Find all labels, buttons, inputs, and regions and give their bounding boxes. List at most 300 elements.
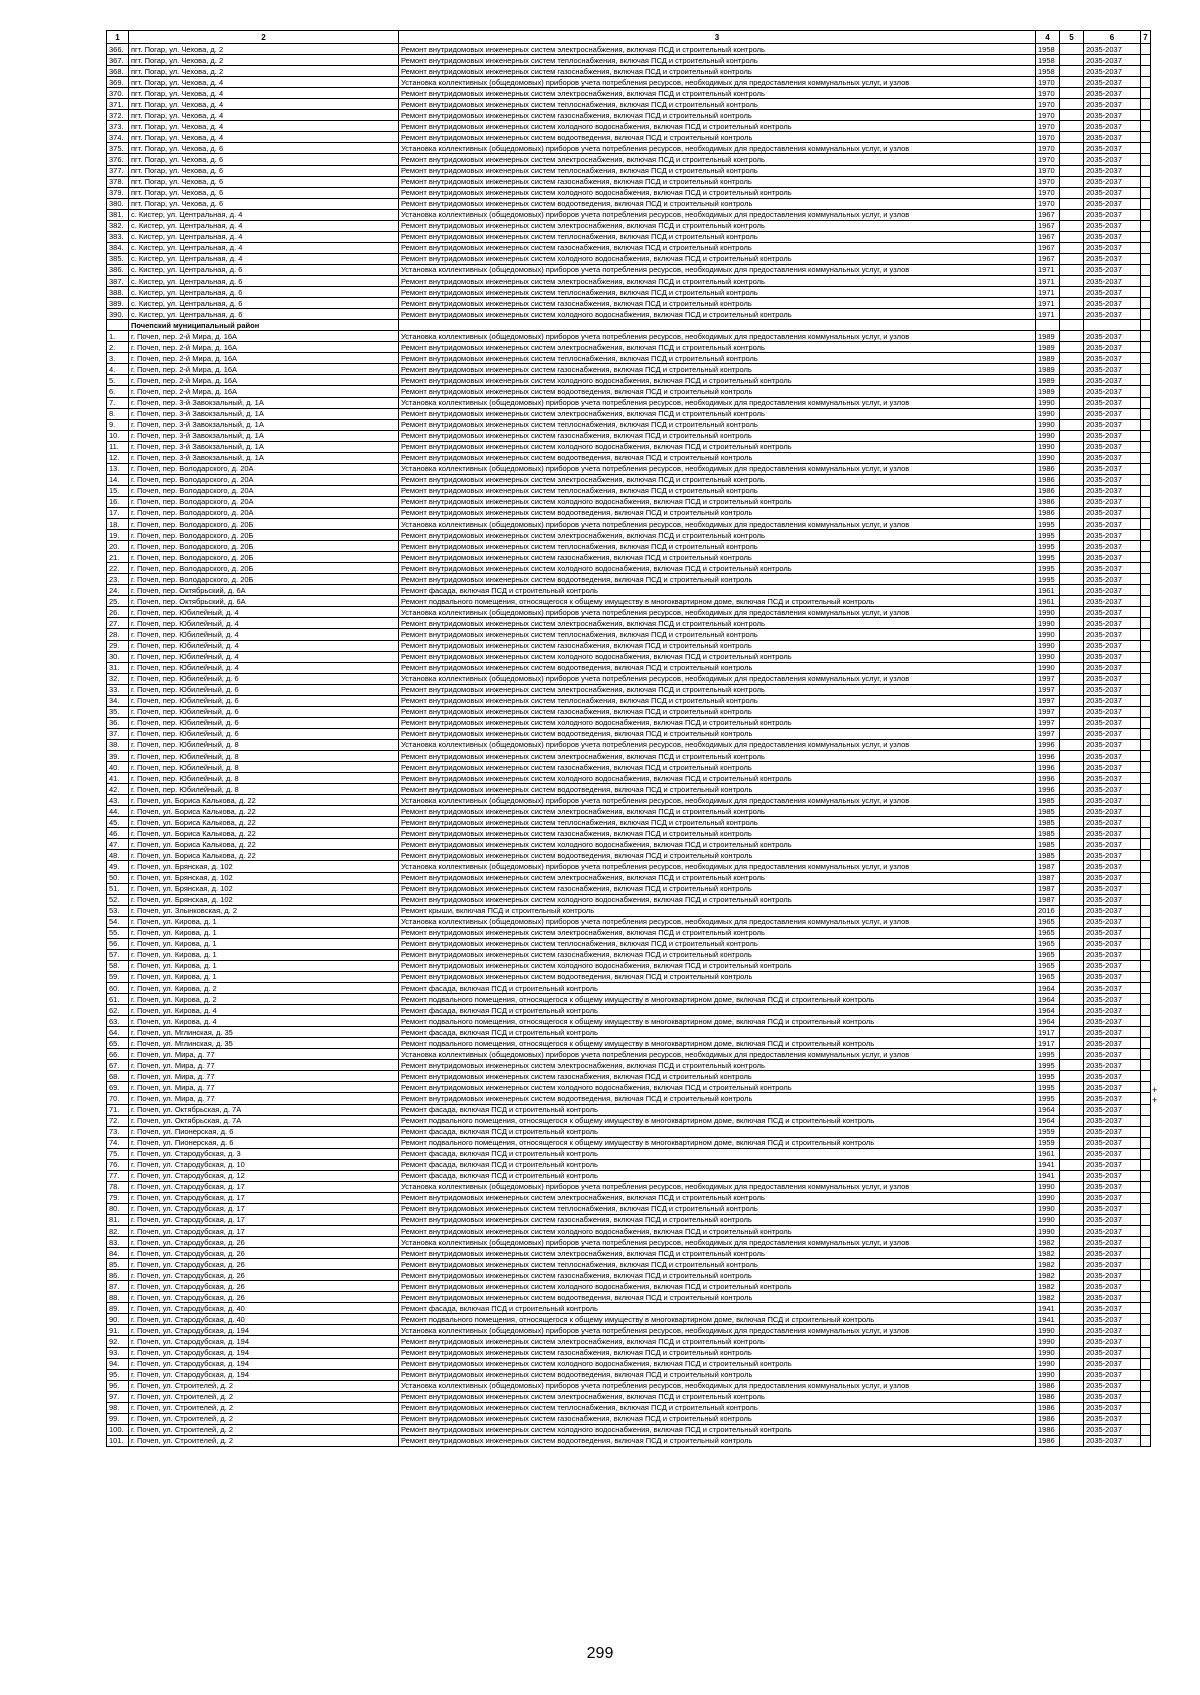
cell-col-5 [1060,1104,1084,1115]
cell-year-built: 1995 [1036,541,1060,552]
table-row [107,264,1151,275]
cell-period: 2035-2037 [1084,1281,1141,1292]
cell-address: г. Почеп, пер. Юбилейный, д. 8 [129,751,399,762]
cell-col-7 [1141,574,1151,585]
cell-year-built: 1965 [1036,949,1060,960]
cell-year-built: 1917 [1036,1038,1060,1049]
cell-row-number: 381. [107,209,129,220]
cell-col-5 [1060,1358,1084,1369]
table-row [107,1358,1151,1369]
cell-row-number: 58. [107,960,129,971]
cell-work-type: Установка коллективных (общедомовых) приборов учета потребления ресурсов, необходимых для предоставления коммунальных услуг, и узлов [399,463,1036,474]
cell-col-7 [1141,364,1151,375]
cell-work-type: Ремонт внутридомовых инженерных систем газоснабжения, включая ПСД и строительный контроль [399,949,1036,960]
cell-address: пгт. Погар, ул. Чехова, д. 2 [129,44,399,55]
cell-col-5 [1060,242,1084,253]
cell-address: г. Почеп, ул. Стародубская, д. 26 [129,1259,399,1270]
cell-period: 2035-2037 [1084,519,1141,530]
table-row [107,850,1151,861]
cell-year-built: 1958 [1036,55,1060,66]
cell-col-7 [1141,916,1151,927]
cell-col-5 [1060,1049,1084,1060]
cell-col-7 [1141,1270,1151,1281]
cell-work-type: Ремонт внутридомовых инженерных систем газоснабжения, включая ПСД и строительный контроль [399,1071,1036,1082]
cell-period: 2035-2037 [1084,1016,1141,1027]
header-col-period: 6 [1084,31,1141,44]
table-row [107,872,1151,883]
cell-row-number: 96. [107,1380,129,1391]
cell-period: 2035-2037 [1084,1181,1141,1192]
cell-address: г. Почеп, пер. Володарского, д. 20Б [129,563,399,574]
cell-address: г. Почеп, пер. 2-й Мира, д. 16А [129,375,399,386]
cell-col-5 [1060,684,1084,695]
cell-col-7 [1141,629,1151,640]
cell-period: 2035-2037 [1084,1270,1141,1281]
cell-work-type: Ремонт внутридомовых инженерных систем электроснабжения, включая ПСД и строительный контроль [399,684,1036,695]
cell-work-type: Ремонт внутридомовых инженерных систем электроснабжения, включая ПСД и строительный контроль [399,927,1036,938]
cell-work-type: Ремонт внутридомовых инженерных систем теплоснабжения, включая ПСД и строительный контроль [399,1402,1036,1413]
table-row [107,209,1151,220]
cell-col-7 [1141,77,1151,88]
cell-col-5 [1060,817,1084,828]
cell-work-type: Ремонт внутридомовых инженерных систем газоснабжения, включая ПСД и строительный контроль [399,640,1036,651]
cell-row-number: 12. [107,452,129,463]
table-row [107,994,1151,1005]
cell-row-number: 66. [107,1049,129,1060]
cell-period: 2035-2037 [1084,1159,1141,1170]
cell-col-5 [1060,1016,1084,1027]
cell-col-5 [1060,1270,1084,1281]
cell-year-built: 1986 [1036,1391,1060,1402]
table-row [107,1192,1151,1203]
cell-row-number: 23. [107,574,129,585]
cell-row-number: 385. [107,253,129,264]
cell-address: г. Почеп, ул. Мира, д. 77 [129,1049,399,1060]
cell-col-7 [1141,1226,1151,1237]
table-row [107,662,1151,673]
cell-col-5 [1060,1325,1084,1336]
cell-col-5 [1060,1314,1084,1325]
table-row [107,77,1151,88]
cell-row-number: 376. [107,154,129,165]
cell-period: 2035-2037 [1084,530,1141,541]
cell-work-type: Ремонт внутридомовых инженерных систем газоснабжения, включая ПСД и строительный контроль [399,110,1036,121]
cell-row-number: 374. [107,132,129,143]
table-row [107,883,1151,894]
cell-work-type: Ремонт внутридомовых инженерных систем газоснабжения, включая ПСД и строительный контроль [399,828,1036,839]
table-row [107,728,1151,739]
cell-col-7 [1141,397,1151,408]
cell-col-5 [1060,353,1084,364]
table-row [107,530,1151,541]
cell-address: г. Почеп, пер. Юбилейный, д. 6 [129,684,399,695]
cell-address: г. Почеп, ул. Мглинская, д. 35 [129,1027,399,1038]
cell-row-number: 2. [107,342,129,353]
cell-row-number: 11. [107,441,129,452]
cell-col-5 [1060,1214,1084,1225]
table-row [107,585,1151,596]
cell-col-7 [1141,662,1151,673]
cell-period: 2035-2037 [1084,496,1141,507]
cell-address: г. Почеп, ул. Стародубская, д. 17 [129,1203,399,1214]
cell-year-built: 1997 [1036,717,1060,728]
cell-work-type: Ремонт внутридомовых инженерных систем теплоснабжения, включая ПСД и строительный контроль [399,287,1036,298]
cell-period: 2035-2037 [1084,1060,1141,1071]
cell-col-7 [1141,828,1151,839]
cell-row-number: 49. [107,861,129,872]
cell-work-type: Ремонт внутридомовых инженерных систем газоснабжения, включая ПСД и строительный контроль [399,66,1036,77]
table-row [107,165,1151,176]
cell-work-type: Установка коллективных (общедомовых) приборов учета потребления ресурсов, необходимых для предоставления коммунальных услуг, и узлов [399,861,1036,872]
cell-period: 2035-2037 [1084,1203,1141,1214]
table-row [107,386,1151,397]
cell-row-number: 5. [107,375,129,386]
cell-address: г. Почеп, ул. Стародубская, д. 194 [129,1358,399,1369]
cell-work-type: Ремонт фасада, включая ПСД и строительный контроль [399,1005,1036,1016]
cell-row-number: 24. [107,585,129,596]
cell-address: г. Почеп, ул. Брянская, д. 102 [129,872,399,883]
cell-period: 2035-2037 [1084,629,1141,640]
cell-col-5 [1060,728,1084,739]
cell-col-7 [1141,1203,1151,1214]
cell-work-type: Ремонт внутридомовых инженерных систем газоснабжения, включая ПСД и строительный контроль [399,298,1036,309]
table-row [107,298,1151,309]
cell-period: 2035-2037 [1084,607,1141,618]
cell-row-number: 53. [107,905,129,916]
cell-col-5 [1060,717,1084,728]
cell-year-built: 1964 [1036,1115,1060,1126]
cell-work-type: Ремонт внутридомовых инженерных систем холодного водоснабжения, включая ПСД и строительный контроль [399,1424,1036,1435]
header-col-address: 2 [129,31,399,44]
table-row [107,55,1151,66]
cell-year-built: 1965 [1036,938,1060,949]
cell-year-built: 1970 [1036,154,1060,165]
cell-work-type: Ремонт подвального помещения, относящегося к общему имуществу в многоквартирном доме, включая ПСД и строительный контроль [399,596,1036,607]
cell-col-7 [1141,1292,1151,1303]
cell-address: г. Почеп, ул. Мглинская, д. 35 [129,1038,399,1049]
cell-period: 2035-2037 [1084,1292,1141,1303]
cell-row-number: 72. [107,1115,129,1126]
cell-year-built: 1990 [1036,662,1060,673]
cell-period: 2035-2037 [1084,894,1141,905]
cell-work-type: Ремонт внутридомовых инженерных систем газоснабжения, включая ПСД и строительный контроль [399,762,1036,773]
cell-period: 2035-2037 [1084,1082,1141,1093]
cell-row-number: 371. [107,99,129,110]
cell-address: г. Почеп, пер. 3-й Завокзальный, д. 1А [129,430,399,441]
cell-period: 2035-2037 [1084,1369,1141,1380]
cell-period: 2035-2037 [1084,231,1141,242]
cell-col-5 [1060,1248,1084,1259]
cell-row-number: 87. [107,1281,129,1292]
cell-work-type: Ремонт внутридомовых инженерных систем водоотведения, включая ПСД и строительный контроль [399,784,1036,795]
cell-period: 2035-2037 [1084,541,1141,552]
cell-period: 2035-2037 [1084,596,1141,607]
cell-address: г. Почеп, пер. Юбилейный, д. 8 [129,762,399,773]
header-col-year-built: 4 [1036,31,1060,44]
cell-period: 2035-2037 [1084,143,1141,154]
cell-year-built: 1970 [1036,176,1060,187]
cell-address: г. Почеп, ул. Брянская, д. 102 [129,861,399,872]
cell-col-5 [1060,751,1084,762]
cell-row-number: 14. [107,474,129,485]
cell-work-type: Установка коллективных (общедомовых) приборов учета потребления ресурсов, необходимых для предоставления коммунальных услуг, и узлов [399,77,1036,88]
cell-period: 2035-2037 [1084,563,1141,574]
cell-year-built: 1982 [1036,1248,1060,1259]
cell-col-7 [1141,44,1151,55]
table-row [107,1005,1151,1016]
cell-period: 2035-2037 [1084,916,1141,927]
cell-col-5 [1060,1369,1084,1380]
cell-col-7 [1141,872,1151,883]
table-row [107,474,1151,485]
table-row [107,1292,1151,1303]
cell-work-type: Ремонт внутридомовых инженерных систем электроснабжения, включая ПСД и строительный контроль [399,1248,1036,1259]
cell-address: г. Почеп, ул. Мира, д. 77 [129,1082,399,1093]
cell-year-built: 1971 [1036,287,1060,298]
table-row [107,441,1151,452]
cell-col-7 [1141,618,1151,629]
cell-period: 2035-2037 [1084,353,1141,364]
cell-year-built: 1989 [1036,331,1060,342]
table-row [107,949,1151,960]
cell-row-number: 76. [107,1159,129,1170]
cell-col-5 [1060,1005,1084,1016]
cell-col-5 [1060,1093,1084,1104]
cell-work-type: Установка коллективных (общедомовых) приборов учета потребления ресурсов, необходимых для предоставления коммунальных услуг, и узлов [399,1049,1036,1060]
cell-work-type: Ремонт внутридомовых инженерных систем газоснабжения, включая ПСД и строительный контроль [399,176,1036,187]
cell-col-7 [1141,1391,1151,1402]
cell-year-built: 1986 [1036,474,1060,485]
cell-year-built: 1964 [1036,1005,1060,1016]
table-row [107,1270,1151,1281]
cell-col-7 [1141,88,1151,99]
cell-year-built: 1964 [1036,1016,1060,1027]
cell-year-built: 1990 [1036,430,1060,441]
cell-col-5 [1060,1170,1084,1181]
cell-col-5 [1060,187,1084,198]
cell-work-type: Ремонт внутридомовых инженерных систем электроснабжения, включая ПСД и строительный контроль [399,88,1036,99]
cell-work-type: Ремонт внутридомовых инженерных систем холодного водоснабжения, включая ПСД и строительный контроль [399,441,1036,452]
table-row [107,673,1151,684]
cell-period: 2035-2037 [1084,1226,1141,1237]
cell-row-number: 384. [107,242,129,253]
cell-col-7 [1141,994,1151,1005]
cell-address: пгт. Погар, ул. Чехова, д. 2 [129,66,399,77]
table-row [107,773,1151,784]
cell-col-5 [1060,1137,1084,1148]
cell-row-number: 35. [107,706,129,717]
cell-col-5 [1060,806,1084,817]
cell-period: 2035-2037 [1084,552,1141,563]
cell-period: 2035-2037 [1084,397,1141,408]
cell-work-type: Ремонт внутридомовых инженерных систем электроснабжения, включая ПСД и строительный контроль [399,872,1036,883]
works-table [106,30,1151,1447]
cell-col-7 [1141,762,1151,773]
header-row [107,31,1151,44]
cell-period: 2035-2037 [1084,121,1141,132]
cell-col-7 [1141,1137,1151,1148]
cell-col-5 [1060,552,1084,563]
cell-col-5 [1060,1192,1084,1203]
table-row [107,452,1151,463]
table-row [107,507,1151,518]
cell-period: 2035-2037 [1084,773,1141,784]
cell-year-built: 1985 [1036,828,1060,839]
cell-col-7 [1141,143,1151,154]
cell-work-type: Ремонт внутридомовых инженерных систем электроснабжения, включая ПСД и строительный контроль [399,530,1036,541]
cell-col-7 [1141,1259,1151,1270]
cell-row-number: 28. [107,629,129,640]
table-row [107,1159,1151,1170]
cell-period: 2035-2037 [1084,176,1141,187]
cell-year-built: 1989 [1036,364,1060,375]
cell-row-number: 34. [107,695,129,706]
cell-row-number: 36. [107,717,129,728]
cell-work-type: Ремонт внутридомовых инженерных систем газоснабжения, включая ПСД и строительный контроль [399,430,1036,441]
cell-address: с. Кистер, ул. Центральная, д. 4 [129,209,399,220]
cell-year-built: 1987 [1036,883,1060,894]
cell-work-type: Ремонт внутридомовых инженерных систем теплоснабжения, включая ПСД и строительный контроль [399,629,1036,640]
cell-year-built: 1990 [1036,607,1060,618]
cell-address: г. Почеп, ул. Мира, д. 77 [129,1093,399,1104]
cell-col-7 [1141,419,1151,430]
cell-year-built: 1990 [1036,1336,1060,1347]
cell-address: г. Почеп, пер. Юбилейный, д. 8 [129,773,399,784]
cell-row-number: 92. [107,1336,129,1347]
table-row [107,916,1151,927]
table-row [107,971,1151,982]
cell-row-number: 372. [107,110,129,121]
cell-row-number: 47. [107,839,129,850]
cell-work-type: Ремонт внутридомовых инженерных систем водоотведения, включая ПСД и строительный контроль [399,574,1036,585]
cell-col-7 [1141,474,1151,485]
cell-address: г. Почеп, пер. Володарского, д. 20А [129,507,399,518]
table-row [107,342,1151,353]
cell-col-7 [1141,905,1151,916]
table-row [107,938,1151,949]
cell-work-type: Ремонт внутридомовых инженерных систем холодного водоснабжения, включая ПСД и строительный контроль [399,121,1036,132]
cell-address: г. Почеп, пер. 2-й Мира, д. 16А [129,331,399,342]
cell-period: 2035-2037 [1084,463,1141,474]
cell-year-built: 1995 [1036,1049,1060,1060]
cell-row-number: 62. [107,1005,129,1016]
cell-work-type: Ремонт внутридомовых инженерных систем газоснабжения, включая ПСД и строительный контроль [399,883,1036,894]
cell-period: 2035-2037 [1084,1093,1141,1104]
cell-col-5 [1060,883,1084,894]
table-row [107,1181,1151,1192]
cell-year-built: 1990 [1036,618,1060,629]
table-row [107,198,1151,209]
cell-year-built: 1985 [1036,817,1060,828]
cell-row-number: 97. [107,1391,129,1402]
cell-col-7 [1141,66,1151,77]
table-row [107,1060,1151,1071]
cell-address: г. Почеп, ул. Строителей, д. 2 [129,1380,399,1391]
cell-row-number: 101. [107,1435,129,1446]
cell-period: 2035-2037 [1084,706,1141,717]
cell-address: г. Почеп, ул. Кирова, д. 1 [129,938,399,949]
cell-col-7 [1141,839,1151,850]
cell-col-7 [1141,927,1151,938]
cell-address: г. Почеп, пер. 3-й Завокзальный, д. 1А [129,452,399,463]
cell-address: пгт. Погар, ул. Чехова, д. 4 [129,77,399,88]
cell-row-number: 42. [107,784,129,795]
cell-col-5 [1060,441,1084,452]
cell-col-5 [1060,1027,1084,1038]
cell-year-built: 1965 [1036,960,1060,971]
cell-col-5 [1060,994,1084,1005]
cell-address: г. Почеп, ул. Кирова, д. 2 [129,994,399,1005]
cell-address: г. Почеп, ул. Стародубская, д. 10 [129,1159,399,1170]
cell-col-5 [1060,275,1084,286]
cell-year-built: 1958 [1036,44,1060,55]
table-row [107,1126,1151,1137]
cell-col-7 [1141,706,1151,717]
table-row [107,1435,1151,1446]
cell-col-7 [1141,198,1151,209]
cell-col-7 [1141,110,1151,121]
cell-year-built: 1986 [1036,1380,1060,1391]
cell-work-type: Ремонт фасада, включая ПСД и строительный контроль [399,1027,1036,1038]
table-row [107,1214,1151,1225]
cell-work-type: Ремонт внутридомовых инженерных систем газоснабжения, включая ПСД и строительный контроль [399,1413,1036,1424]
cell-row-number: 85. [107,1259,129,1270]
table-row [107,309,1151,320]
cell-work-type: Ремонт внутридомовых инженерных систем электроснабжения, включая ПСД и строительный контроль [399,408,1036,419]
cell-row-number: 369. [107,77,129,88]
table-row [107,1027,1151,1038]
cell-col-7 [1141,287,1151,298]
cell-col-7 [1141,1369,1151,1380]
cell-address: г. Почеп, ул. Бориса Калькова, д. 22 [129,828,399,839]
cell-period: 2035-2037 [1084,1115,1141,1126]
cell-col-5 [1060,44,1084,55]
cell-col-7 [1141,1192,1151,1203]
cell-period: 2035-2037 [1084,264,1141,275]
cell-work-type: Ремонт внутридомовых инженерных систем электроснабжения, включая ПСД и строительный контроль [399,1060,1036,1071]
section-header-row [107,320,1151,331]
cell-year-built: 1982 [1036,1292,1060,1303]
cell-work-type: Ремонт внутридомовых инженерных систем холодного водоснабжения, включая ПСД и строительный контроль [399,960,1036,971]
cell-row-number: 68. [107,1071,129,1082]
header-col-work-type: 3 [399,31,1036,44]
cell-col-5 [1060,430,1084,441]
cell-year-built: 1997 [1036,728,1060,739]
table-row [107,1226,1151,1237]
cell-address: г. Почеп, ул. Строителей, д. 2 [129,1413,399,1424]
cell-col-7 [1141,673,1151,684]
cell-year-built: 1996 [1036,762,1060,773]
cell-year-built: 1965 [1036,971,1060,982]
cell-col-5 [1060,640,1084,651]
cell-year-built: 1965 [1036,927,1060,938]
cell-period: 2035-2037 [1084,1248,1141,1259]
cell-year-built: 1990 [1036,651,1060,662]
cell-address: г. Почеп, ул. Бориса Калькова, д. 22 [129,806,399,817]
cell-row-number: 366. [107,44,129,55]
cell-period: 2035-2037 [1084,1402,1141,1413]
cell-col-7 [1141,1325,1151,1336]
cell-year-built: 1995 [1036,1093,1060,1104]
cell-col-5 [1060,949,1084,960]
cell-row-number: 86. [107,1270,129,1281]
cell-period: 2035-2037 [1084,474,1141,485]
cell-work-type: Ремонт внутридомовых инженерных систем теплоснабжения, включая ПСД и строительный контроль [399,695,1036,706]
cell-period: 2035-2037 [1084,1005,1141,1016]
cell-row-number: 8. [107,408,129,419]
cell-col-5 [1060,375,1084,386]
header-col-7: 7 [1141,31,1151,44]
